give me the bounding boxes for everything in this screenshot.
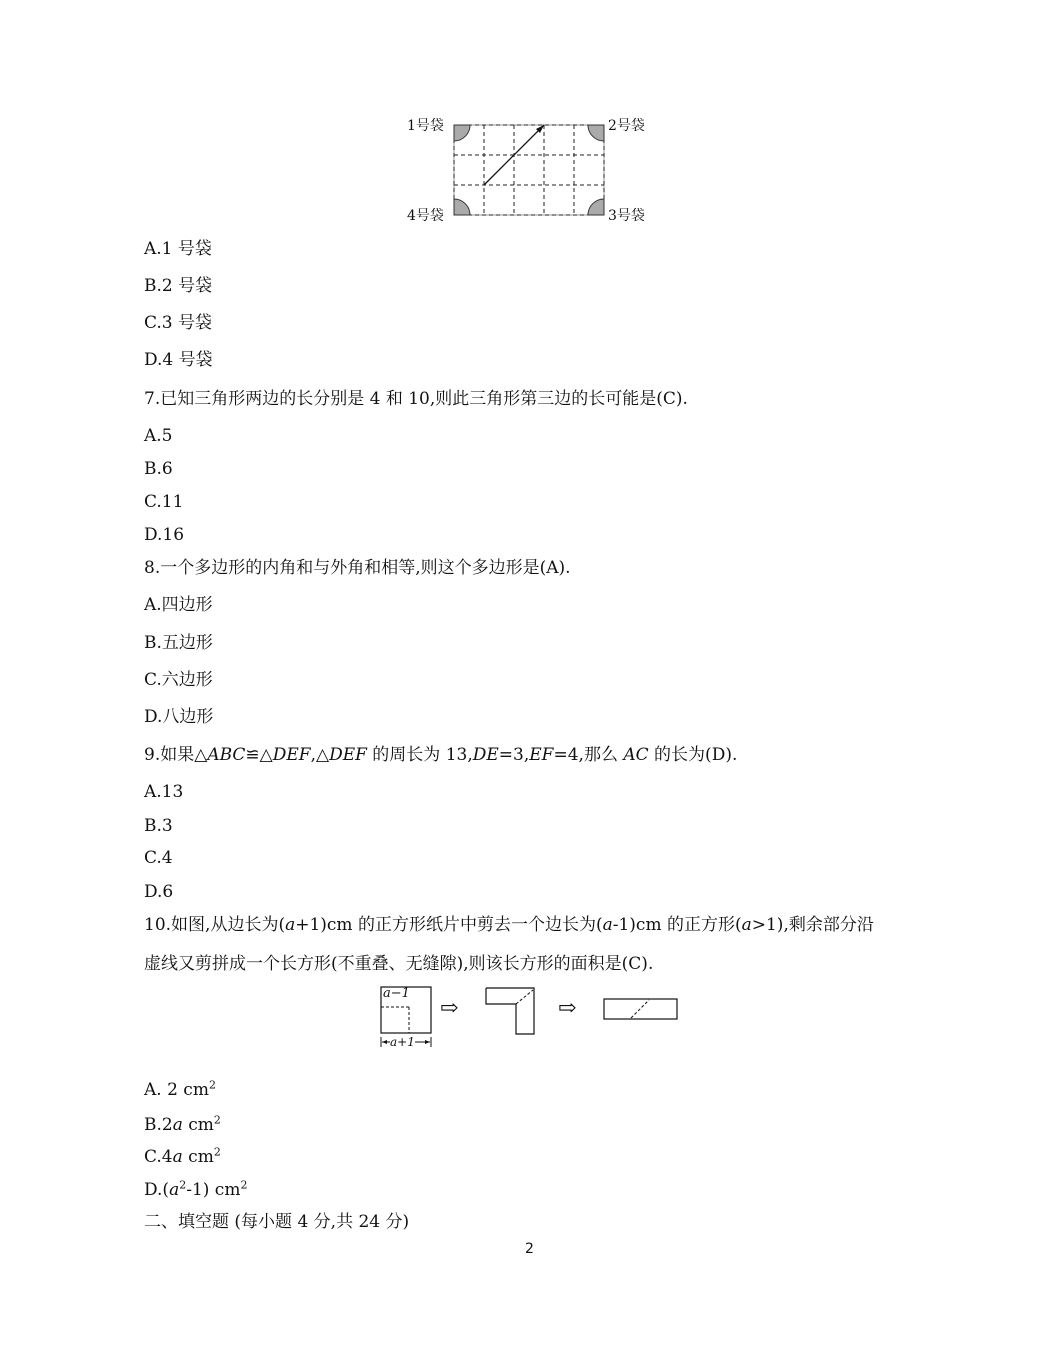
q8-option-d: D.八边形 — [144, 707, 214, 727]
q8-option-c: C.六边形 — [144, 670, 213, 690]
bag2-pocket — [588, 125, 604, 141]
q10-option-a: A. 2 $cm^2$ — [144, 1078, 216, 1100]
section-heading: 二、填空题 (每小题 4 分,共 24 分) — [144, 1212, 410, 1232]
bag4-label: 4号袋 — [407, 208, 444, 224]
billiard-table-figure — [440, 115, 610, 225]
bag2-label: 2号袋 — [608, 118, 645, 134]
label-a-minus-1: a−1 — [383, 986, 410, 1001]
bag3-pocket — [588, 199, 604, 215]
q7-option-a: A.5 — [144, 426, 173, 446]
page-number: 2 — [525, 1241, 534, 1257]
q9-option-d: D.6 — [144, 882, 174, 902]
q7-option-c: C.11 — [144, 492, 184, 512]
q6-option-c: C.3 号袋 — [144, 313, 213, 333]
q8-option-a: A.四边形 — [144, 595, 213, 615]
q6-option-d: D.4 号袋 — [144, 350, 213, 370]
q6-option-a: A.1 号袋 — [144, 239, 212, 259]
q10-option-d: $D.(a^2-1)$ $cm^2$ — [144, 1178, 248, 1200]
q9-option-b: B.3 — [144, 816, 173, 836]
transform-arrow-1: ⇨ — [440, 996, 459, 1021]
transform-arrow-2: ⇨ — [558, 996, 577, 1021]
square-cut-figure — [376, 985, 686, 1050]
q6-option-b: B.2 号袋 — [144, 276, 213, 296]
q10-option-b: B.2a $cm^2$ — [144, 1113, 221, 1135]
q8-stem: 8.一个多边形的内角和与外角和相等,则这个多边形是(A). — [144, 558, 571, 578]
bag3-label: 3号袋 — [608, 208, 645, 224]
label-a-plus-1: a+1 — [390, 1035, 415, 1049]
q9-option-c: C.4 — [144, 848, 173, 868]
q9-stem: 9.如果△ABC≌△DEF,△DEF 的周长为 13,DE=3,EF=4,那么 AC 的长为(D). — [144, 745, 738, 765]
q7-option-b: B.6 — [144, 459, 173, 479]
q8-option-b: B.五边形 — [144, 633, 213, 653]
q7-option-d: D.16 — [144, 525, 185, 545]
bag1-label: 1号袋 — [407, 118, 444, 134]
q10-stem-line1: 10.如图,从边长为(a+1)cm 的正方形纸片中剪去一个边长为(a-1)cm 的正方形(a>1),剩余部分沿 — [144, 915, 874, 935]
q9-option-a: A.13 — [144, 782, 184, 802]
q7-stem: 7.已知三角形两边的长分别是 4 和 10,则此三角形第三边的长可能是(C). — [144, 389, 688, 409]
bag1-pocket — [454, 125, 470, 141]
q10-stem-line2: 虚线又剪拼成一个长方形(不重叠、无缝隙),则该长方形的面积是(C). — [144, 954, 654, 974]
bag4-pocket — [454, 199, 470, 215]
q10-option-c: C.4a $cm^2$ — [144, 1145, 221, 1167]
